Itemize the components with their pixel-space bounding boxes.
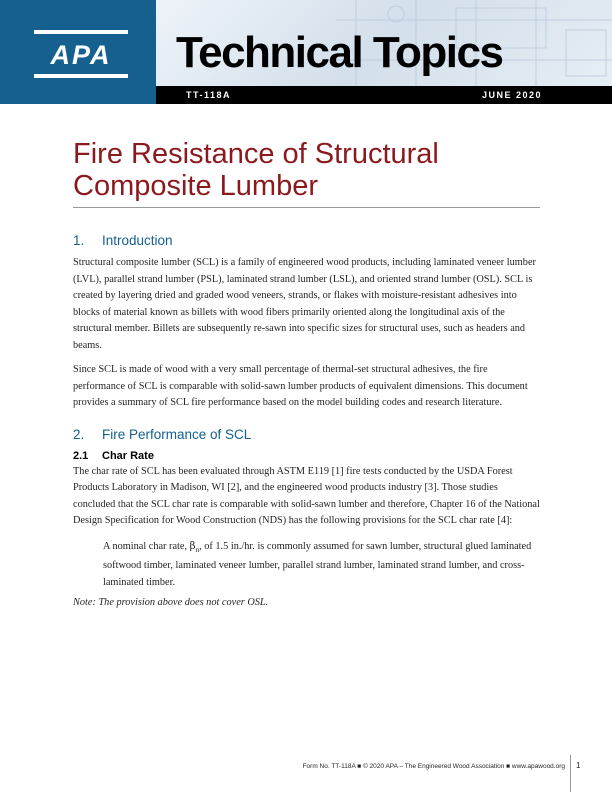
section-title: Fire Performance of SCL <box>102 426 252 442</box>
beta-subscript: n <box>195 545 200 554</box>
apa-logo <box>0 0 156 104</box>
document-body <box>73 232 541 612</box>
beta-symbol: β <box>189 539 196 552</box>
document-title-line1: Fire Resistance of Structural <box>73 138 439 170</box>
section-title: Introduction <box>102 233 173 248</box>
logo-text: APA <box>50 40 112 70</box>
page-number: 1 <box>576 761 581 770</box>
header-subbar <box>156 86 612 104</box>
logo-stripe-bottom <box>34 74 128 78</box>
section-heading-introduction <box>73 232 541 250</box>
footer-text: Form No. TT-118A ■ © 2020 APA – The Engineered Wood Association ■ www.apawood.org <box>302 763 565 770</box>
logo-stripe-top <box>34 30 128 34</box>
quote-text-start: A nominal char rate, <box>103 540 190 552</box>
header-banner <box>156 0 612 86</box>
section-number: 1. <box>73 233 85 248</box>
note: Note: The provision above does not cover OSL. <box>73 597 269 609</box>
section-heading-fire-performance <box>73 426 541 444</box>
publication-title: Technical Topics <box>176 28 503 77</box>
quoted-provision <box>103 538 541 592</box>
publication-date: JUNE 2020 <box>481 90 542 100</box>
document-title-line2: Composite Lumber <box>73 170 318 202</box>
form-code: TT-118A <box>186 90 232 100</box>
document-title <box>73 138 543 202</box>
title-divider <box>73 207 540 208</box>
subsection-heading-char-rate <box>73 449 541 463</box>
paragraph: Structural composite lumber (SCL) is a family of engineered wood products, including laminated veneer lumber (LVL), parallel strand lumber (PSL), laminated strand lumber (LSL), and oriented strand lumber (OSL). SCL is created by layering dried and graded wood veneers, strands, or flakes with moisture-resistant adhesives into blocks of material known as billets with wood fibers primarily oriented along the longitudinal axis of the structural member. Billets are subsequently re-sawn into specific sizes for structural uses, such as headers and beams. <box>73 257 536 351</box>
quote-text-end: , of 1.5 in./hr. is commonly assumed for sawn lumber, structural glued laminated softwood timber, laminated veneer lumber, parallel strand lumber, laminated strand lumber, and cross-laminated timber. <box>103 540 532 588</box>
footer-divider <box>570 755 571 792</box>
paragraph: Since SCL is made of wood with a very small percentage of thermal-set structural adhesives, the fire performance of SCL is comparable with solid-sawn lumber products of equivalent dimensions. This document provides a summary of SCL fire performance based on the model building codes and research literature. <box>73 364 528 408</box>
subsection-title: Char Rate <box>102 449 154 462</box>
subsection-number: 2.1 <box>73 449 89 462</box>
section-number: 2. <box>73 426 85 442</box>
paragraph: The char rate of SCL has been evaluated through ASTM E119 [1] fire tests conducted by the USDA Forest Products Laboratory in Madison, WI [2], and the engineered wood products industry [3]. Those studies concluded that the SCL char rate is comparable with solid-sawn lumber and therefore, Chapter 16 of the National Design Specification for Wood Construction (NDS) has the following provisions for the SCL char rate [4]: <box>73 465 540 526</box>
